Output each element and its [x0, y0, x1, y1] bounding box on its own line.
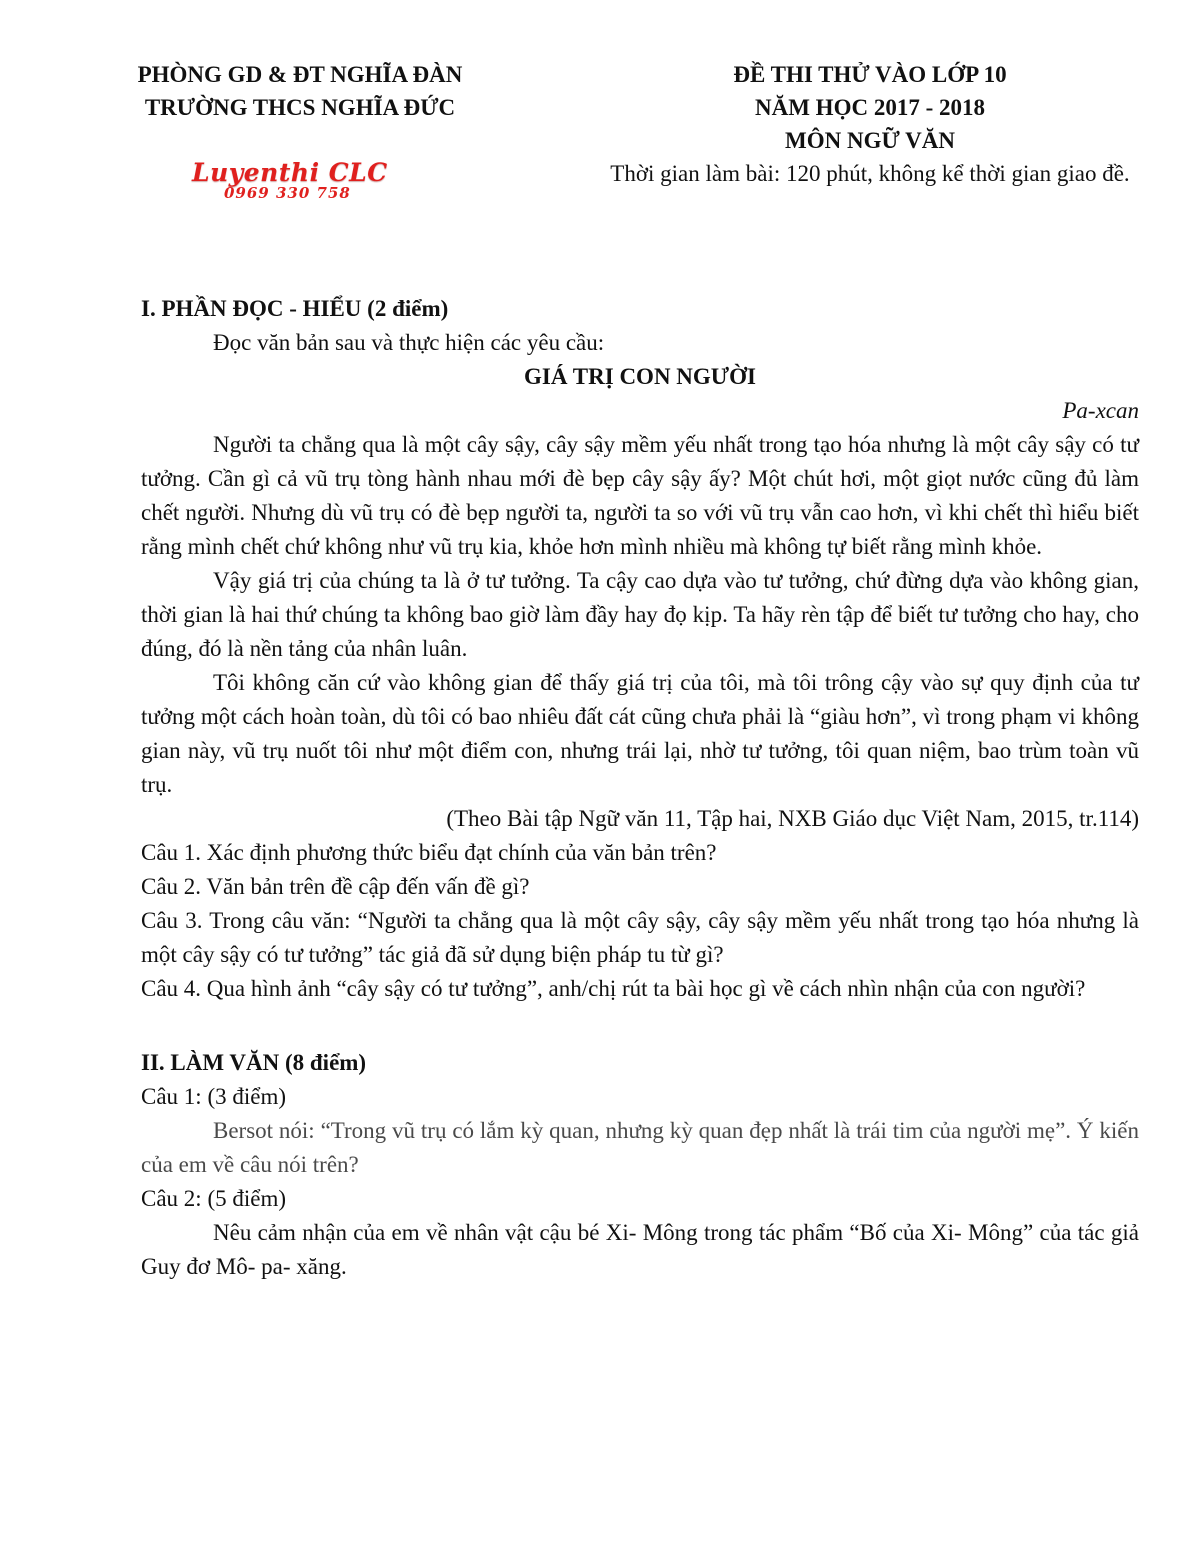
part1-instruction: Đọc văn bản sau và thực hiện các yêu cầu: [213, 330, 605, 355]
essay-question-2-prompt: Nêu cảm nhận của em về nhân vật cậu bé Xi- Mông trong tác phẩm “Bố của Xi- Mông” của tác giả Guy đơ Mô- pa- xăng. [141, 1220, 1139, 1279]
logo-name: Luyenthi CLC [192, 158, 388, 187]
header-left [100, 58, 500, 124]
subject: MÔN NGỮ VĂN [785, 128, 955, 153]
header-right [560, 58, 1180, 190]
reading-text-author: Pa-xcan [1062, 398, 1139, 423]
question-4: Câu 4. Qua hình ảnh “cây sậy có tư tưởng”, anh/chị rút ta bài học gì về cách nhìn nhận của con người? [141, 976, 1086, 1001]
section-spacer [141, 1006, 1139, 1046]
part2-title: II. LÀM VĂN (8 điểm) [141, 1050, 367, 1075]
logo-phone: 0969 330 758 [224, 184, 351, 202]
time-note: Thời gian làm bài: 120 phút, không kể thời gian giao đề. [610, 161, 1130, 186]
essay-question-2-label: Câu 2: (5 điểm) [141, 1186, 286, 1211]
essay-question-1-label: Câu 1: (3 điểm) [141, 1084, 286, 1109]
department-name: PHÒNG GD & ĐT NGHĨA ĐÀN [137, 62, 463, 87]
school-year: NĂM HỌC 2017 - 2018 [755, 95, 985, 120]
school-name: TRƯỜNG THCS NGHĨA ĐỨC [144, 95, 456, 120]
question-2: Câu 2. Văn bản trên đề cập đến vấn đề gì? [141, 874, 530, 899]
reading-paragraph-3: Tôi không căn cứ vào không gian để thấy giá trị của tôi, mà tôi trông cậy vào sự quy định của tư tưởng một cách hoàn toàn, dù tôi có bao nhiêu đất cát cũng chưa phải là “giàu hơn”, vì trong phạm vi không gian này, vũ trụ nuốt tôi như một điểm con, nhưng trái lại, nhờ tư tưởng, tôi quan niệm, bao trùm toàn vũ trụ. [141, 670, 1139, 797]
exam-content [141, 292, 1139, 1284]
reading-paragraph-1: Người ta chẳng qua là một cây sậy, cây sậy mềm yếu nhất trong tạo hóa nhưng là một cây sậy có tư tưởng. Cần gì cả vũ trụ tòng hành nhau mới đè bẹp cây sậy ấy? Một chút hơi, một giọt nước cũng đủ làm chết người. Nhưng dù vũ trụ có đè bẹp người ta, người ta so với vũ trụ vẫn cao hơn, vì khi chết thì hiểu biết rằng mình chết chứ không như vũ trụ kia, khỏe hơn mình nhiều mà không tự biết rằng mình khỏe. [141, 432, 1139, 559]
essay-question-1-prompt: Bersot nói: “Trong vũ trụ có lắm kỳ quan, nhưng kỳ quan đẹp nhất là trái tim của người mẹ”. Ý kiến của em về câu nói trên? [141, 1118, 1139, 1177]
reading-text-title: GIÁ TRỊ CON NGƯỜI [524, 364, 756, 389]
part1-title: I. PHẦN ĐỌC - HIỂU (2 điểm) [141, 296, 449, 321]
reading-paragraph-2: Vậy giá trị của chúng ta là ở tư tưởng. Ta cậy cao dựa vào tư tưởng, chứ đừng dựa vào không gian, thời gian là hai thứ chúng ta không bao giờ làm đầy hay đọ kịp. Ta hãy rèn tập để biết tư tưởng cho hay, cho đúng, đó là nền tảng của nhân luân. [141, 568, 1139, 661]
luyenthi-logo [188, 158, 418, 208]
question-1: Câu 1. Xác định phương thức biểu đạt chính của văn bản trên? [141, 840, 717, 865]
reading-source: (Theo Bài tập Ngữ văn 11, Tập hai, NXB Giáo dục Việt Nam, 2015, tr.114) [446, 806, 1139, 831]
exam-title: ĐỀ THI THỬ VÀO LỚP 10 [733, 62, 1007, 87]
question-3: Câu 3. Trong câu văn: “Người ta chẳng qua là một cây sậy, cây sậy mềm yếu nhất trong tạo hóa nhưng là một cây sậy có tư tưởng” tác giả đã sử dụng biện pháp tu từ gì? [141, 908, 1139, 967]
